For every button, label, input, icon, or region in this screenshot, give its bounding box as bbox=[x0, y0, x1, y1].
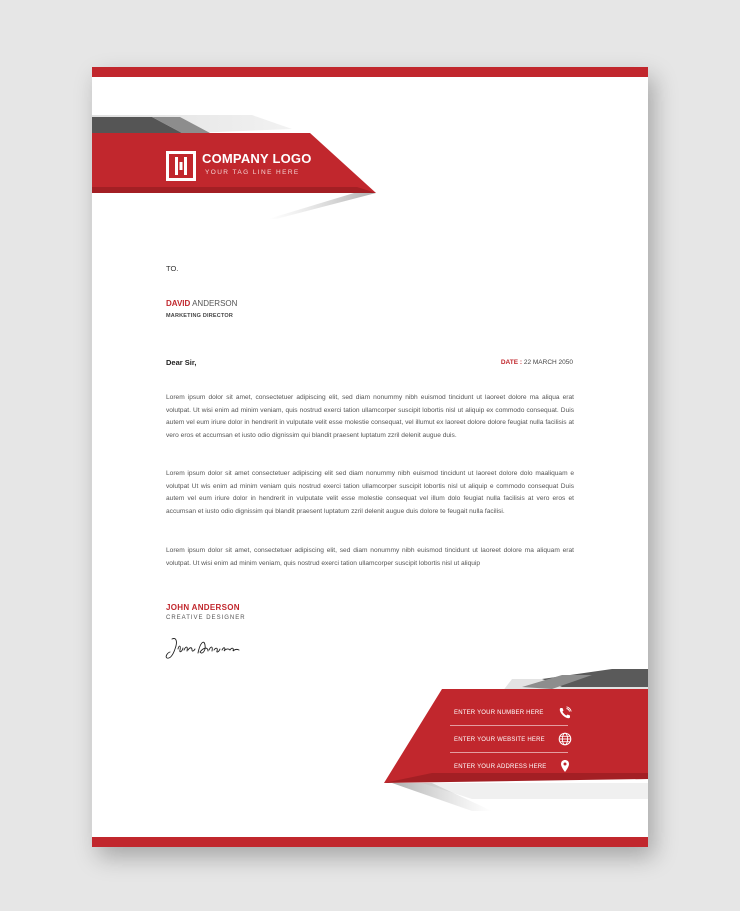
company-logo-icon bbox=[166, 151, 196, 181]
date-line bbox=[501, 359, 573, 366]
date-value: 22 MARCH 2050 bbox=[523, 359, 573, 366]
letterhead-page bbox=[92, 67, 648, 847]
recipient-name bbox=[166, 299, 237, 308]
recipient-title: MARKETING DIRECTOR bbox=[166, 313, 234, 319]
recipient-first-name: DAVID bbox=[166, 299, 191, 308]
contact-divider bbox=[450, 725, 568, 726]
location-pin-icon bbox=[558, 759, 572, 773]
contact-divider bbox=[450, 752, 568, 753]
body-paragraph-2: Lorem ipsum dolor sit amet consectetuer adipiscing elit sed diam nonummy nibh euismod tincidunt ut laoreet dolore dolo maaliquam e volutpat Ut wis enim ad minim veniam quis nostrud exerci tation ullamcorper suscipit lobortis nisl ut aliquip e commodo consequat Duis autem vel eum iriure dolor in hendrerit in vulputate velit esse molestie consequat vel illum dolo feugiat nulla facilisis at vero eros et accumsan et iusto odio dignissim qui blandit praesent luptatum zzril delenit augue duis dolore te feugait nulla facilisi. bbox=[166, 470, 574, 516]
handwritten-signature bbox=[164, 633, 242, 663]
contact-website bbox=[454, 734, 566, 750]
globe-icon bbox=[558, 732, 572, 746]
signatory-name: JOHN ANDERSON bbox=[166, 603, 240, 612]
signatory-title: CREATIVE DESIGNER bbox=[166, 615, 246, 621]
header-decoration bbox=[92, 67, 648, 847]
company-tagline: YOUR TAG LINE HERE bbox=[205, 169, 300, 176]
contact-address-text: ENTER YOUR ADDRESS HERE bbox=[454, 764, 547, 770]
phone-icon bbox=[558, 706, 572, 720]
contact-phone-text: ENTER YOUR NUMBER HERE bbox=[454, 710, 544, 716]
salutation: Dear Sir, bbox=[166, 358, 197, 367]
date-label: DATE : bbox=[500, 359, 523, 366]
recipient-last-name: ANDERSON bbox=[192, 299, 238, 308]
body-paragraph-3: Lorem ipsum dolor sit amet, consectetuer adipiscing elit, sed diam nonummy nibh euismod tincidunt ut laoreet dolore ma aliquam erat volutpat. Ut wisi enim ad minim veniam, quis nostrud exerci tation ullamcorper suscipit lobortis nisl ut aliquip bbox=[166, 547, 574, 567]
to-label: TO. bbox=[166, 264, 179, 273]
contact-address bbox=[454, 761, 566, 777]
bottom-accent-bar bbox=[92, 837, 648, 847]
company-logo-text: COMPANY LOGO bbox=[202, 151, 312, 166]
contact-website-text: ENTER YOUR WEBSITE HERE bbox=[454, 737, 545, 743]
body-paragraph-1: Lorem ipsum dolor sit amet, consectetuer adipiscing elit, sed diam nonummy nibh euismod tincidunt ut laoreet dolore ma aliqua erat volutpat. Ut wisi enim ad minim veniam, quis nostrud exerci tation ullamcorper suscipit lobortis nisl ut aliquip ex commodo consequat. Duis autem vel eum iriure dolor in hendrerit in vulputate velit esse molestie consequat, vel illumut ex laoreet dolore dolore feugiat nulla facilisis at vero eros et accumsan et iusto odio dignissim qui blandit praesent luptatum zzril delenit augue duis. bbox=[166, 394, 574, 440]
contact-phone bbox=[454, 707, 566, 723]
